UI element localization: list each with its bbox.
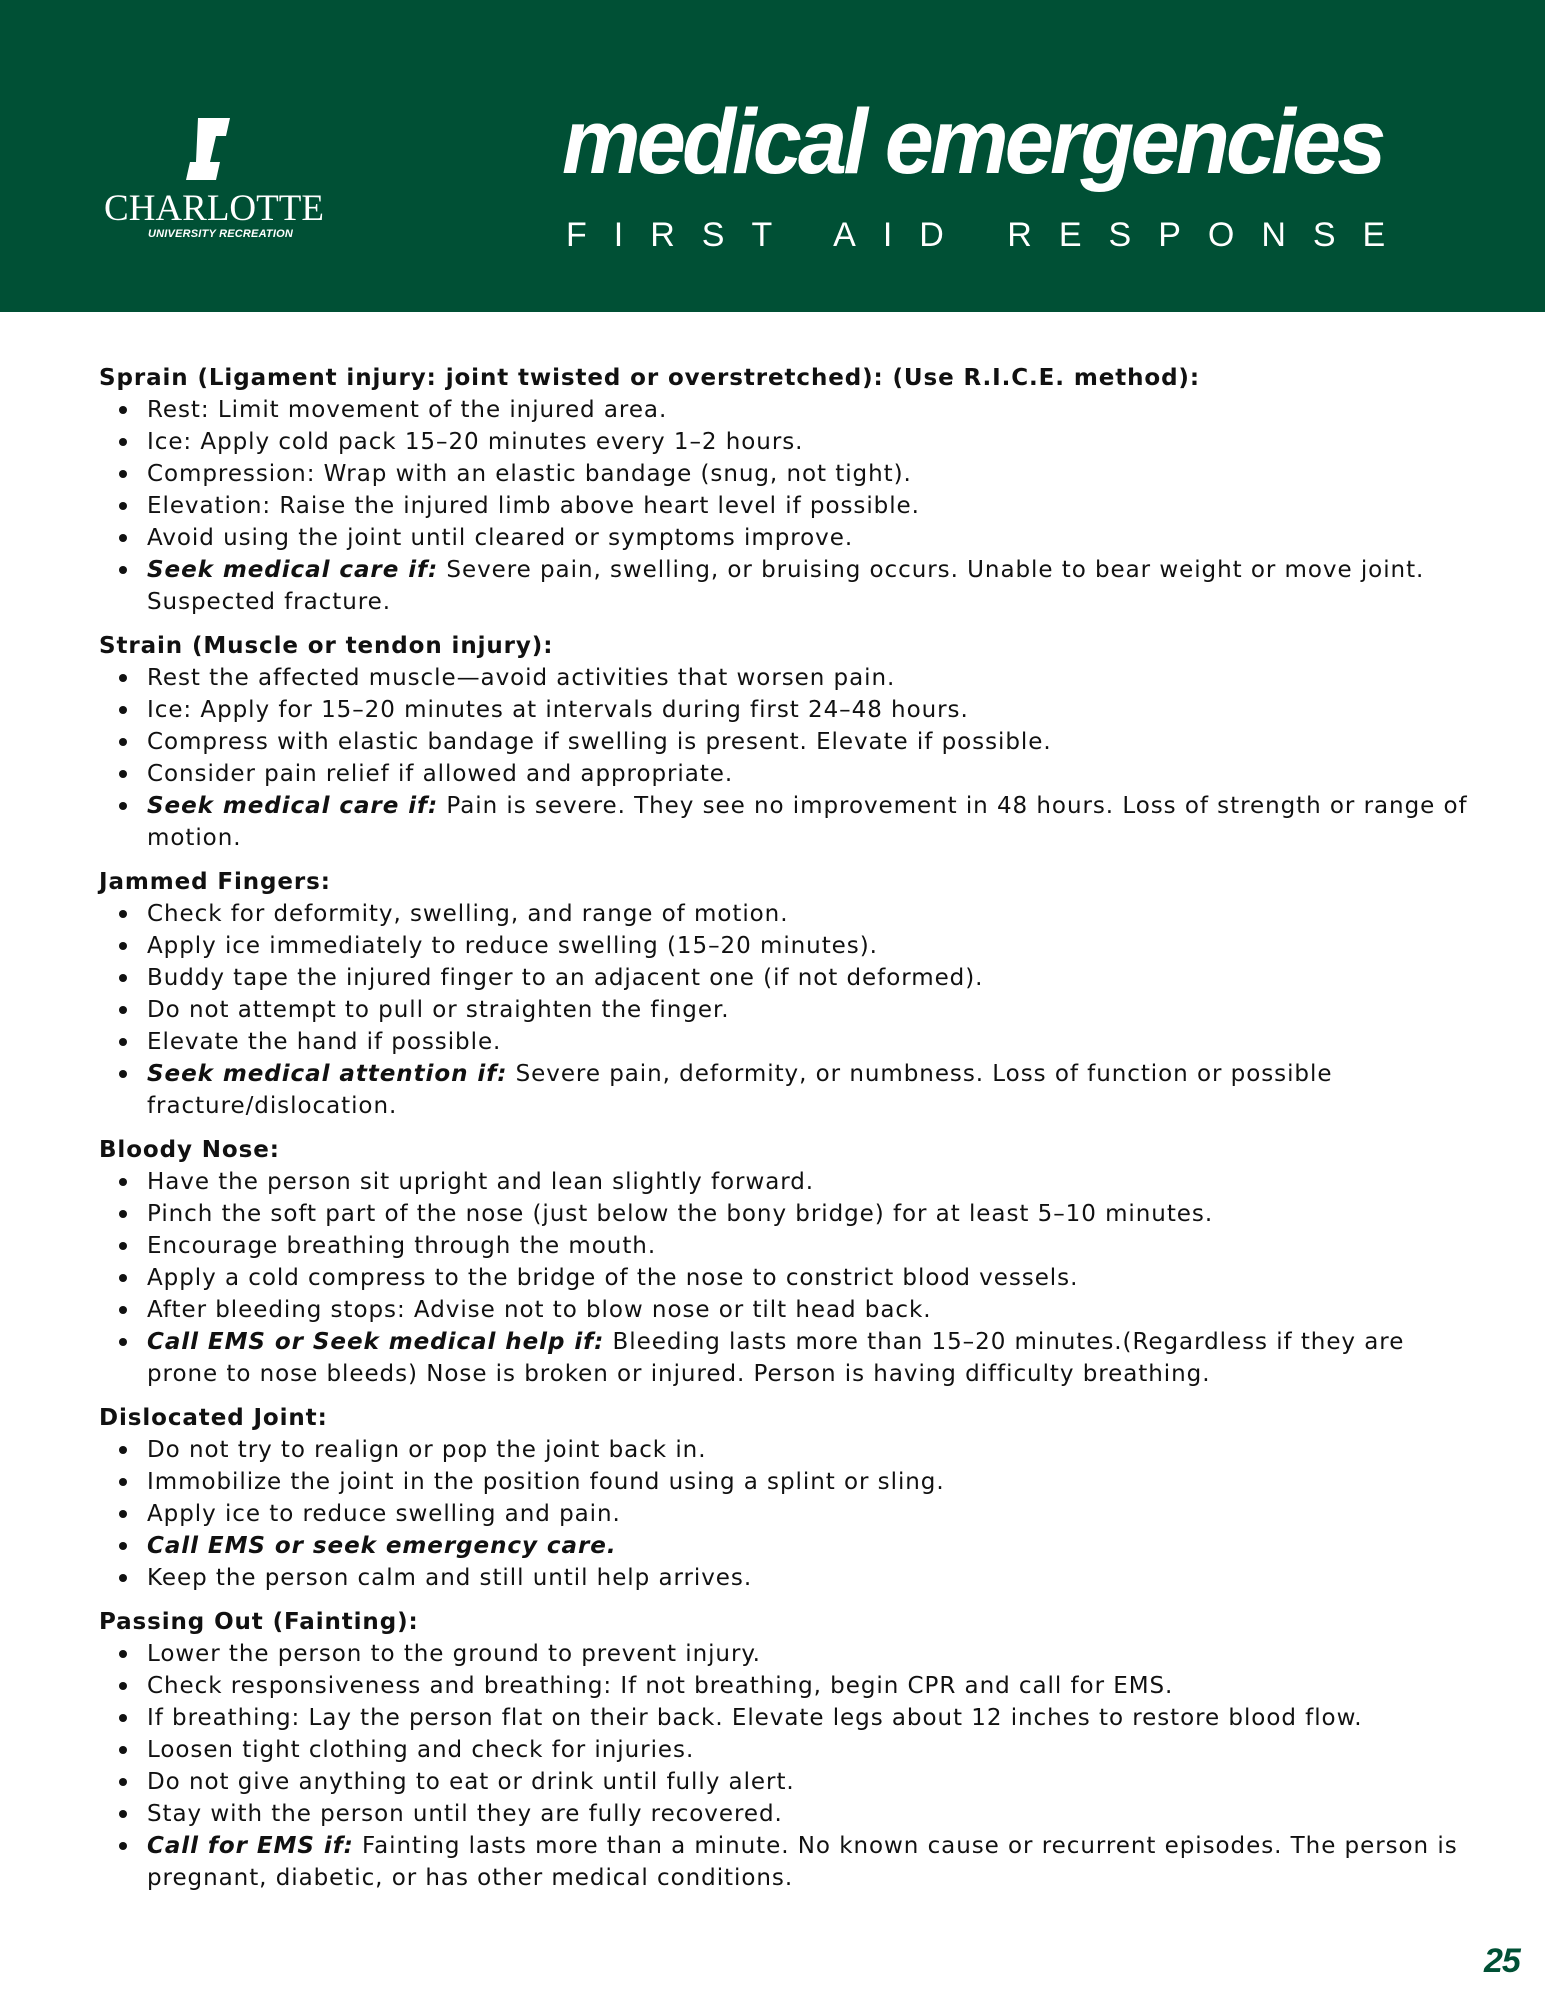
item-text: Check responsiveness and breathing: If not breathing, begin CPR and call for EMS. xyxy=(147,1673,1174,1699)
emphasis-text: Call EMS or Seek medical help if: xyxy=(147,1329,605,1355)
section-heading: Dislocated Joint: xyxy=(99,1405,328,1431)
list-item xyxy=(99,1702,1479,1734)
item-text: Buddy tape the injured finger to an adjacent one (if not deformed). xyxy=(147,965,984,991)
list-item xyxy=(99,1198,1479,1230)
item-text: Compress with elastic bandage if swelling is present. Elevate if possible. xyxy=(147,729,1052,755)
list-item xyxy=(99,554,1479,618)
item-text: Severe pain, swelling, or bruising occurs. Unable to bear weight or move joint. Suspected fracture. xyxy=(147,557,1425,615)
list-item xyxy=(99,662,1479,694)
list-item xyxy=(99,522,1479,554)
emphasis-text: Seek medical care if: xyxy=(147,793,439,819)
item-text: Encourage breathing through the mouth. xyxy=(147,1233,657,1259)
bullet-list xyxy=(99,1434,1479,1594)
list-item xyxy=(99,790,1479,854)
list-item xyxy=(99,1166,1479,1198)
bullet-list xyxy=(99,1166,1479,1390)
item-text: Compression: Wrap with an elastic bandage (snug, not tight). xyxy=(147,461,912,487)
list-item xyxy=(99,1562,1479,1594)
emphasis-text: Call EMS or seek emergency care. xyxy=(147,1533,617,1559)
item-text: Check for deformity, swelling, and range of motion. xyxy=(147,901,789,927)
item-text: Immobilize the joint in the position found using a splint or sling. xyxy=(147,1469,945,1495)
logo-subtext: UNIVERSITY RECREATION xyxy=(148,228,293,240)
emphasis-text: Seek medical attention if: xyxy=(147,1061,508,1087)
page-subtitle: FIRST AID RESPONSE xyxy=(566,216,1413,254)
bullet-list xyxy=(99,662,1479,854)
list-item xyxy=(99,394,1479,426)
list-item xyxy=(99,490,1479,522)
list-item xyxy=(99,930,1479,962)
item-text: Severe pain, deformity, or numbness. Loss of function or possible fracture/dislocation. xyxy=(147,1061,1333,1119)
section-dislocated-joint xyxy=(99,1402,1479,1594)
item-text: Apply a cold compress to the bridge of the nose to constrict blood vessels. xyxy=(147,1265,1079,1291)
list-item xyxy=(99,1326,1479,1390)
list-item xyxy=(99,1466,1479,1498)
item-text: Have the person sit upright and lean slightly forward. xyxy=(147,1169,815,1195)
list-item xyxy=(99,1026,1479,1058)
item-text: Keep the person calm and still until help arrives. xyxy=(147,1565,753,1591)
item-text: Ice: Apply cold pack 15–20 minutes every 1–2 hours. xyxy=(147,429,804,455)
list-item xyxy=(99,898,1479,930)
bullet-list xyxy=(99,394,1479,618)
item-text: Stay with the person until they are fully recovered. xyxy=(147,1801,783,1827)
section-passing-out xyxy=(99,1606,1479,1894)
page-header xyxy=(0,0,1545,312)
section-bloody-nose xyxy=(99,1134,1479,1390)
item-text: Do not try to realign or pop the joint back in. xyxy=(147,1437,707,1463)
list-item xyxy=(99,1498,1479,1530)
list-item xyxy=(99,1294,1479,1326)
item-text: Avoid using the joint until cleared or symptoms improve. xyxy=(147,525,854,551)
item-text: Ice: Apply for 15–20 minutes at intervals during first 24–48 hours. xyxy=(147,697,969,723)
section-heading: Passing Out (Fainting): xyxy=(99,1609,419,1635)
item-text: Pain is severe. They see no improvement in 48 hours. Loss of strength or range of motion. xyxy=(147,793,1468,851)
item-text: Apply ice immediately to reduce swelling (15–20 minutes). xyxy=(147,933,878,959)
emphasis-text: Call for EMS if: xyxy=(147,1833,354,1859)
list-item xyxy=(99,1230,1479,1262)
item-text: Bleeding lasts more than 15–20 minutes.(Regardless if they are prone to nose bleeds) Nose is broken or injured. Person is having difficulty breathing. xyxy=(147,1329,1405,1387)
list-item xyxy=(99,458,1479,490)
list-item xyxy=(99,758,1479,790)
section-strain xyxy=(99,630,1479,854)
list-item xyxy=(99,694,1479,726)
logo-wordmark: CHARLOTTE xyxy=(104,188,324,229)
list-item xyxy=(99,1798,1479,1830)
item-text: Loosen tight clothing and check for injuries. xyxy=(147,1737,695,1763)
list-item xyxy=(99,726,1479,758)
item-text: Pinch the soft part of the nose (just below the bony bridge) for at least 5–10 minutes. xyxy=(147,1201,1214,1227)
charlotte-c-logo-icon xyxy=(186,118,242,186)
list-item xyxy=(99,962,1479,994)
list-item xyxy=(99,1766,1479,1798)
section-heading: Strain (Muscle or tendon injury): xyxy=(99,633,554,659)
item-text: Rest the affected muscle—avoid activities that worsen pain. xyxy=(147,665,896,691)
list-item xyxy=(99,1830,1479,1894)
item-text: Do not give anything to eat or drink until fully alert. xyxy=(147,1769,795,1795)
item-text: Elevate the hand if possible. xyxy=(147,1029,502,1055)
item-text: After bleeding stops: Advise not to blow nose or tilt head back. xyxy=(147,1297,932,1323)
section-heading: Jammed Fingers: xyxy=(99,869,331,895)
bullet-list xyxy=(99,1638,1479,1894)
section-heading: Bloody Nose: xyxy=(99,1137,280,1163)
page-title: medical emergencies xyxy=(562,91,1383,193)
item-text: Consider pain relief if allowed and appropriate. xyxy=(147,761,734,787)
emphasis-text: Seek medical care if: xyxy=(147,557,439,583)
page-number: 25 xyxy=(1484,1942,1520,1980)
list-item xyxy=(99,1670,1479,1702)
list-item xyxy=(99,1058,1479,1122)
item-text: If breathing: Lay the person flat on their back. Elevate legs about 12 inches to restore blood flow. xyxy=(147,1705,1363,1731)
list-item xyxy=(99,1530,1479,1562)
list-item xyxy=(99,1434,1479,1466)
section-jammed-fingers xyxy=(99,866,1479,1122)
list-item xyxy=(99,994,1479,1026)
item-text: Lower the person to the ground to prevent injury. xyxy=(147,1641,761,1667)
list-item xyxy=(99,1734,1479,1766)
item-text: Apply ice to reduce swelling and pain. xyxy=(147,1501,621,1527)
charlotte-logo xyxy=(96,118,332,248)
section-sprain xyxy=(99,362,1479,618)
list-item xyxy=(99,426,1479,458)
item-text: Rest: Limit movement of the injured area. xyxy=(147,397,668,423)
bullet-list xyxy=(99,898,1479,1122)
item-text: Elevation: Raise the injured limb above heart level if possible. xyxy=(147,493,920,519)
item-text: Fainting lasts more than a minute. No known cause or recurrent episodes. The person is pregnant, diabetic, or has other medical conditions. xyxy=(147,1833,1458,1891)
section-heading: Sprain (Ligament injury: joint twisted or overstretched): (Use R.I.C.E. method): xyxy=(99,365,1200,391)
item-text: Do not attempt to pull or straighten the finger. xyxy=(147,997,730,1023)
first-aid-content xyxy=(99,362,1479,1906)
list-item xyxy=(99,1638,1479,1670)
list-item xyxy=(99,1262,1479,1294)
